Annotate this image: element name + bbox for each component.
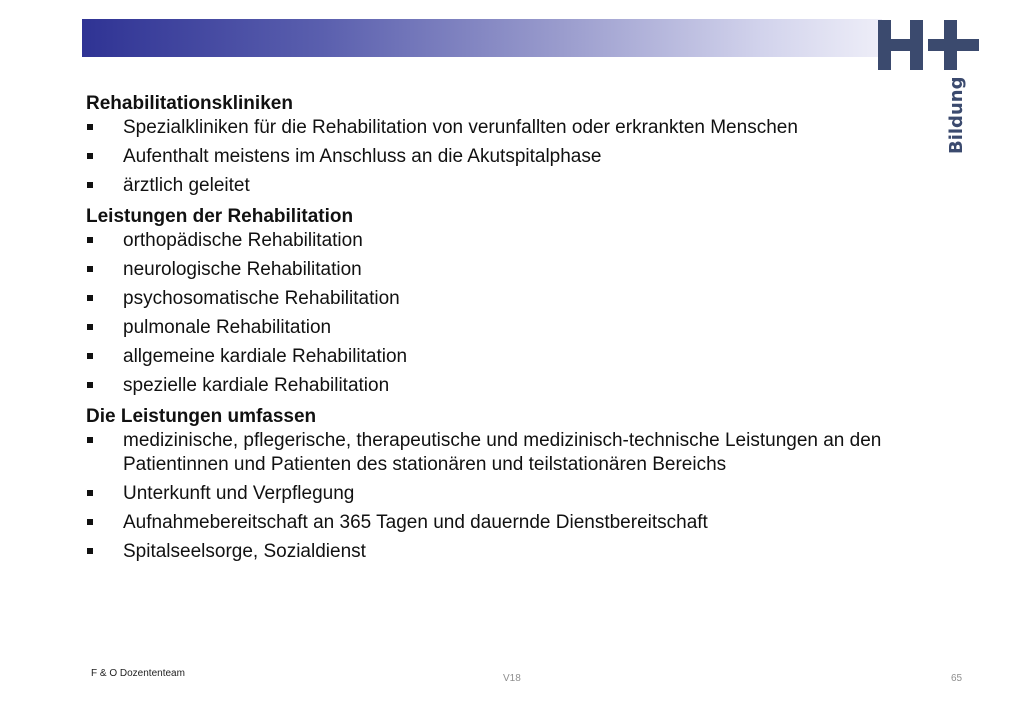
bullet-list [86,116,966,198]
list-item: pulmonale Rehabilitation [86,316,966,340]
section-leistungen-rehabilitation [86,205,966,398]
list-item: spezielle kardiale Rehabilitation [86,374,966,398]
list-item: neurologische Rehabilitation [86,258,966,282]
section-rehabilitationskliniken [86,92,966,198]
square-bullet-icon [87,437,93,443]
square-bullet-icon [87,382,93,388]
square-bullet-icon [87,324,93,330]
list-item: medizinische, pflegerische, therapeutische und medizinisch-technische Leistungen an den Patientinnen und Patienten des stationären und teilstationären Bereichs [86,429,966,477]
list-item: allgemeine kardiale Rehabilitation [86,345,966,369]
list-item: Unterkunft und Verpflegung [86,482,966,506]
square-bullet-icon [87,295,93,301]
list-item: Spitalseelsorge, Sozialdienst [86,540,966,564]
bullet-list [86,429,966,564]
list-item: Spezialkliniken für die Rehabilitation von verunfallten oder erkrankten Menschen [86,116,966,140]
list-item: orthopädische Rehabilitation [86,229,966,253]
slide-content [86,92,966,571]
square-bullet-icon [87,490,93,496]
section-heading: Rehabilitationskliniken [86,93,293,114]
page-number: 65 [951,673,963,684]
section-leistungen-umfassen [86,405,966,564]
list-item: Aufnahmebereitschaft an 365 Tagen und dauernde Dienstbereitschaft [86,511,966,535]
square-bullet-icon [87,266,93,272]
footer-author: F & O Dozententeam [91,668,185,679]
square-bullet-icon [87,182,93,188]
square-bullet-icon [87,153,93,159]
list-item: ärztlich geleitet [86,174,966,198]
footer-version: V18 [503,673,521,684]
section-heading: Leistungen der Rehabilitation [86,206,354,227]
square-bullet-icon [87,237,93,243]
square-bullet-icon [87,124,93,130]
bullet-list [86,229,966,398]
square-bullet-icon [87,353,93,359]
list-item: psychosomatische Rehabilitation [86,287,966,311]
logo-subtitle: Bildung [946,76,967,154]
list-item: Aufenthalt meistens im Anschluss an die Akutspitalphase [86,145,966,169]
section-heading: Die Leistungen umfassen [86,406,317,427]
square-bullet-icon [87,519,93,525]
square-bullet-icon [87,548,93,554]
header-gradient-band [82,19,882,57]
